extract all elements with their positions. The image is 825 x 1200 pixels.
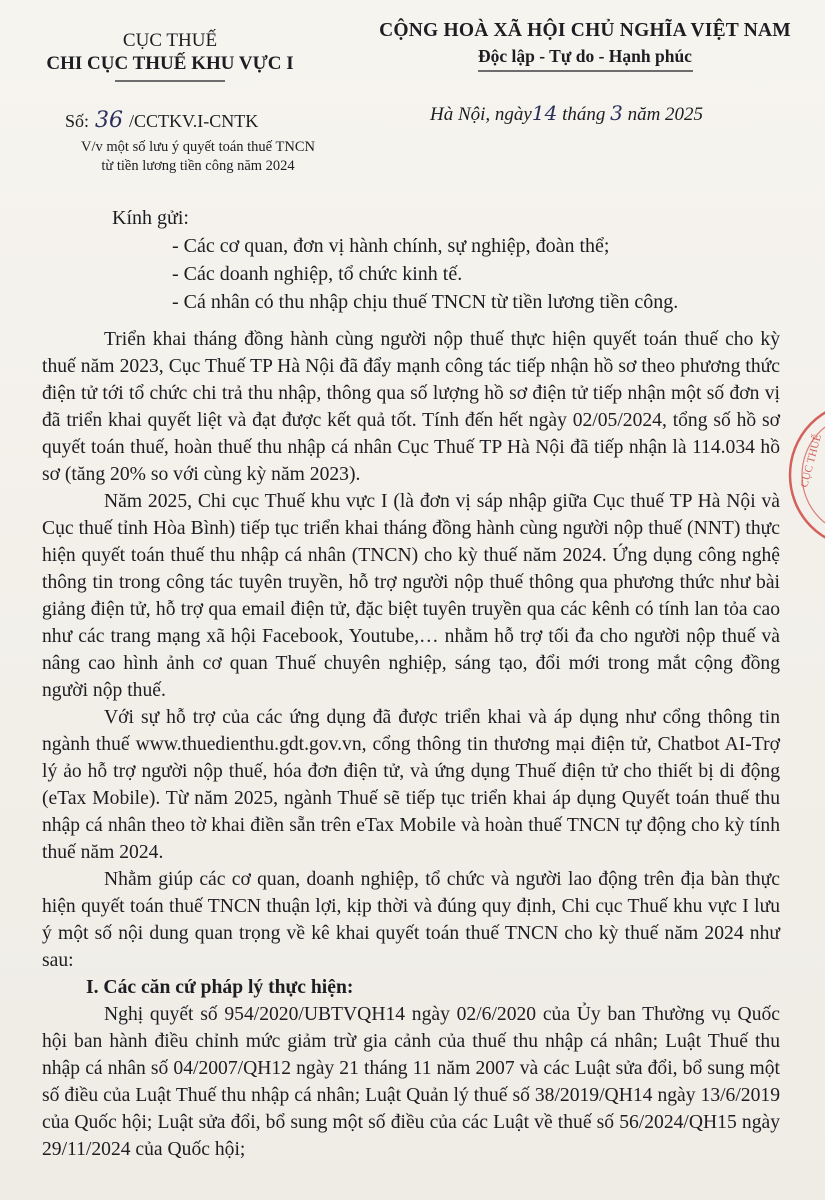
- number-suffix: /CCTKV.I-CNTK: [129, 111, 259, 131]
- body-paragraph: Năm 2025, Chi cục Thuế khu vực I (là đơn vị sáp nhập giữa Cục thuế TP Hà Nội và Cục thuế tỉnh Hòa Bình) tiếp tục triển khai tháng đồng hành cùng người nộp thuế (NNT) thực hiện quyết toán thuế thu nhập cá nhân (TNCN) cho kỳ thuế năm 2024. Ứng dụng công nghệ thông tin trong công tác tuyên truyền, hỗ trợ người nộp thuế thông qua phương thức như bài giảng điện tử, hỗ trợ qua email điện tử, đặc biệt tuyên truyền qua các kênh có tính lan tỏa cao như các trang mạng xã hội Facebook, Youtube,… nhằm hỗ trợ tối đa cho người nộp thuế và nâng cao hình ảnh cơ quan Thuế chuyên nghiệp, sáng tạo, đổi mới trong mắt cộng đồng người nộp thuế.: [42, 491, 780, 701]
- section-paragraph: Nghị quyết số 954/2020/UBTVQH14 ngày 02/6/2020 của Ủy ban Thường vụ Quốc hội ban hành điều chỉnh mức giảm trừ gia cảnh của thuế thu nhập cá nhân; Luật Thuế thu nhập cá nhân số 04/2007/QH12 ngày 21 tháng 11 năm 2007 và các Luật sửa đổi, bổ sung một số điều của Luật Thuế thu nhập cá nhân; Luật Quản lý thuế số 38/2019/QH14 ngày 13/6/2019 của Quốc hội; Luật sửa đổi, bổ sung một số điều của các Luật về thuế số 56/2024/QH15 ngày 29/11/2024 của Quốc hội;: [42, 1004, 780, 1160]
- body-paragraph: Nhằm giúp các cơ quan, doanh nghiệp, tổ chức và người lao động trên địa bàn thực hiện quyết toán thuế TNCN thuận lợi, kịp thời và đúng quy định, Chi cục Thuế khu vực I lưu ý một số nội dung quan trọng về kê khai quyết toán thuế TNCN cho kỳ thuế năm 2024 như sau:: [42, 869, 780, 971]
- official-stamp: [785, 400, 825, 550]
- header-underline: [115, 78, 225, 84]
- subject-line: [48, 138, 348, 176]
- subject-line-1: V/v một số lưu ý quyết toán thuế TNCN: [81, 139, 315, 155]
- recipient-item: - Cá nhân có thu nhập chịu thuế TNCN từ tiền lương tiền công.: [172, 291, 679, 313]
- agency-name: CỤC THUẾ: [122, 30, 218, 51]
- date-mid: tháng: [557, 104, 611, 125]
- national-motto: Độc lập - Tự do - Hạnh phúc: [478, 46, 692, 66]
- number-prefix: Số:: [65, 111, 90, 131]
- section-heading: I. Các căn cứ pháp lý thực hiện:: [86, 977, 354, 998]
- document-body: [42, 326, 780, 1163]
- national-header: [355, 20, 815, 74]
- subject-line-2: từ tiền lương tiền công năm 2024: [101, 158, 295, 174]
- issuer-block: [20, 30, 320, 84]
- body-paragraph: Triển khai tháng đồng hành cùng người nộp thuế thực hiện quyết toán thuế cho kỳ thuế năm 2023, Cục Thuế TP Hà Nội đã đẩy mạnh công tác tiếp nhận hồ sơ theo phương thức điện tử tới tổ chức chi trả thu nhập, thông qua số lượng hồ sơ điện tử tiếp nhận một số đơn vị đã triển khai quyết liệt và đạt được kết quả tốt. Tính đến hết ngày 02/05/2024, tổng số hồ sơ quyết toán thuế, hoàn thuế thu nhập cá nhân Cục Thuế TP Hà Nội đã tiếp nhận là 114.034 hồ sơ (tăng 20% so với cùng kỳ năm 2023).: [42, 329, 780, 485]
- recipient-item: - Các doanh nghiệp, tổ chức kinh tế.: [172, 263, 463, 285]
- recipient-list: [172, 232, 678, 316]
- date-suffix: năm 2025: [622, 104, 704, 125]
- document-number: [65, 108, 258, 133]
- subagency-name: CHI CỤC THUẾ KHU VỰC I: [46, 53, 294, 74]
- nation-title: CỘNG HOÀ XÃ HỘI CHỦ NGHĨA VIỆT NAM: [379, 20, 791, 41]
- issue-date: [430, 101, 703, 126]
- handwritten-number: 36: [95, 108, 124, 133]
- motto-underline: [478, 68, 693, 74]
- handwritten-month: 3: [610, 101, 623, 125]
- greeting: Kính gửi:: [112, 207, 189, 229]
- handwritten-day: 14: [531, 101, 558, 125]
- body-paragraph: Với sự hỗ trợ của các ứng dụng đã được triển khai và áp dụng như cổng thông tin ngành thuế www.thuedienthu.gdt.gov.vn, cổng thông tin thương mại điện tử, Chatbot AI-Trợ lý ảo hỗ trợ người nộp thuế, hóa đơn điện tử, và ứng dụng Thuế điện tử cho thiết bị di động (eTax Mobile). Từ năm 2025, ngành Thuế sẽ tiếp tục triển khai áp dụng Quyết toán thuế thu nhập cá nhân theo tờ khai điền sẵn trên eTax Mobile và hoàn thuế TNCN tự động cho kỳ tính thuế năm 2024.: [42, 707, 780, 863]
- date-prefix: Hà Nội, ngày: [430, 104, 532, 125]
- stamp-text: CỤC THUẾ: [798, 433, 825, 489]
- recipient-item: - Các cơ quan, đơn vị hành chính, sự nghiệp, đoàn thể;: [172, 235, 610, 257]
